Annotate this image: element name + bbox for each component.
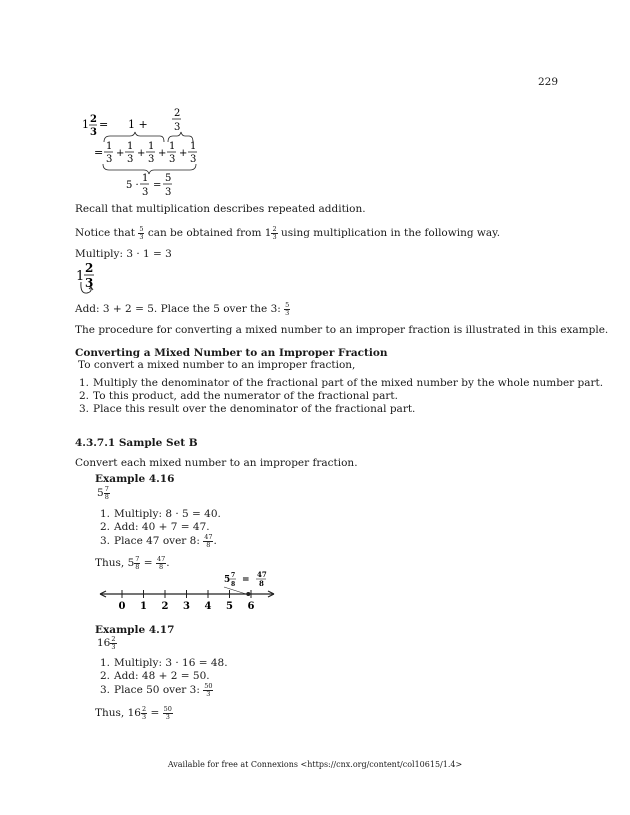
fig1-bottom-eq: = bbox=[153, 180, 162, 191]
numberline-label-den: 8 bbox=[231, 581, 236, 588]
fig2-whole: 1 bbox=[76, 269, 85, 284]
numberline-label-res-den: 8 bbox=[259, 579, 264, 588]
fig1-two: 2 bbox=[174, 108, 181, 119]
numberline-tick-label: 3 bbox=[183, 601, 190, 612]
recall-paragraph: Recall that multiplication describes repeated addition. bbox=[75, 203, 366, 215]
procedure-step: 1. Multiply the denominator of the fractional part of the mixed number by the whole number part. bbox=[78, 377, 604, 389]
fig1-third-num-5: 1 bbox=[190, 141, 197, 152]
numberline-label-eq: = bbox=[242, 575, 250, 585]
fig1-third-den-3: 3 bbox=[148, 154, 155, 165]
mixed-number-arrow-figure bbox=[74, 260, 104, 296]
fig1-whole: 1 bbox=[82, 118, 89, 131]
procedure-step: 2. To this product, add the numerator of the fractional part. bbox=[78, 390, 398, 402]
example-step: 3. Place 47 over 8: $\frac{47}{8}$ . bbox=[99, 533, 217, 549]
fig2-den: 3 bbox=[85, 276, 94, 290]
fig1-third-num-1: 1 bbox=[106, 141, 113, 152]
fig1-den: 3 bbox=[90, 127, 97, 138]
fig1-third-num-4: 1 bbox=[169, 141, 176, 152]
fig2-num: 2 bbox=[85, 261, 94, 275]
example-16-steps bbox=[96, 508, 221, 549]
fig1-third-den-2: 3 bbox=[127, 154, 134, 165]
fig1-third-den-5: 3 bbox=[190, 154, 197, 165]
example-17-title: Example 4.17 bbox=[95, 624, 175, 636]
numberline-tick-label: 1 bbox=[140, 601, 147, 612]
fig1-plus-3: + bbox=[158, 148, 167, 159]
sample-set-heading: 4.3.7.1 Sample Set B bbox=[75, 437, 198, 449]
notice-paragraph bbox=[75, 226, 500, 240]
example-step: 3. Place 50 over 3: $\frac{50}{3}$ bbox=[99, 682, 213, 698]
numberline-tick-label: 0 bbox=[118, 601, 126, 612]
notice-mixed-fraction: $\frac{2}{3}$ bbox=[272, 225, 277, 241]
page-number: 229 bbox=[538, 76, 559, 88]
fig1-bottom-three: 3 bbox=[142, 187, 149, 198]
fig1-five-dot: 5 · bbox=[126, 180, 139, 191]
fig1-equals-2: = bbox=[94, 146, 104, 159]
notice-text-c: using multiplication in the following way. bbox=[280, 227, 501, 239]
numberline-label-num: 7 bbox=[231, 572, 236, 579]
example-17-mixed-number: 16 $\frac{2}{3}$ bbox=[97, 635, 116, 651]
numberline-ticks bbox=[119, 590, 255, 612]
add-text: Add: 3 + 2 = 5. Place the 5 over the 3: bbox=[75, 303, 281, 315]
example-step: 2. Add: 48 + 2 = 50. bbox=[99, 670, 210, 682]
fig1-plus-1: + bbox=[116, 148, 125, 159]
mixed-number-decomposition-figure bbox=[76, 104, 216, 204]
example-step: 1. Multiply: 3 · 16 = 48. bbox=[99, 657, 228, 669]
number-line bbox=[96, 566, 281, 612]
numberline-point bbox=[246, 592, 250, 596]
example-16-conclusion: Thus, 5 $\frac{7}{8}$ = $\frac{47}{8}$ . bbox=[95, 555, 170, 571]
section-intro: To convert a mixed number to an improper fraction, bbox=[78, 359, 356, 371]
sample-set-intro: Convert each mixed number to an improper fraction. bbox=[75, 457, 358, 469]
fig1-three: 3 bbox=[174, 122, 181, 133]
numberline-label-res-num: 47 bbox=[257, 570, 267, 579]
fig1-bottom-one: 1 bbox=[142, 173, 149, 184]
add-paragraph bbox=[75, 302, 290, 316]
add-fraction: $\frac{5}{3}$ bbox=[285, 301, 290, 317]
fig1-plus-2: + bbox=[137, 148, 146, 159]
fig1-bottom-five: 5 bbox=[165, 173, 172, 184]
fig1-one-plus: 1 + bbox=[128, 118, 148, 131]
section-heading: Converting a Mixed Number to an Improper Fraction bbox=[75, 347, 388, 359]
numberline-tick-label: 4 bbox=[204, 601, 212, 612]
example-16-mixed-number: 5 $\frac{7}{8}$ bbox=[97, 485, 109, 501]
example-step: 2. Add: 40 + 7 = 47. bbox=[99, 521, 210, 533]
notice-mixed-whole: 1 bbox=[264, 227, 272, 239]
example-step: 1. Multiply: 8 · 5 = 40. bbox=[99, 508, 221, 520]
fig1-bottom-three-2: 3 bbox=[165, 187, 172, 198]
example-16-title: Example 4.16 bbox=[95, 473, 175, 485]
fig1-num: 2 bbox=[90, 114, 97, 125]
notice-fraction: $\frac{5}{3}$ bbox=[139, 225, 144, 241]
procedure-step: 3. Place this result over the denominator of the fractional part. bbox=[78, 403, 416, 415]
numberline-tick-label: 5 bbox=[226, 601, 233, 612]
fig1-third-den-4: 3 bbox=[169, 154, 176, 165]
notice-text-a: Notice that bbox=[75, 227, 135, 239]
fig1-third-num-3: 1 bbox=[148, 141, 155, 152]
example-17-conclusion: Thus, 16 $\frac{2}{3}$ = $\frac{50}{3}$ bbox=[95, 705, 172, 721]
fig1-third-num-2: 1 bbox=[127, 141, 134, 152]
numberline-label-whole: 5 bbox=[224, 575, 231, 585]
multiply-paragraph: Multiply: 3 · 1 = 3 bbox=[75, 248, 172, 260]
numberline-tick-label: 2 bbox=[161, 601, 169, 612]
fig1-third-den-1: 3 bbox=[106, 154, 113, 165]
fig1-plus-4: + bbox=[179, 148, 188, 159]
numberline-pointer bbox=[224, 587, 246, 594]
procedure-paragraph: The procedure for converting a mixed number to an improper fraction is illustrated in this example. bbox=[75, 324, 609, 336]
procedure-steps-list bbox=[75, 377, 603, 416]
notice-text-b: can be obtained from bbox=[147, 227, 262, 239]
example-17-steps bbox=[96, 657, 228, 698]
page-footer: Available for free at Connexions <https://cnx.org/content/col10615/1.4> bbox=[167, 760, 463, 769]
numberline-tick-label: 6 bbox=[247, 601, 255, 612]
fig1-equals: = bbox=[99, 118, 109, 131]
